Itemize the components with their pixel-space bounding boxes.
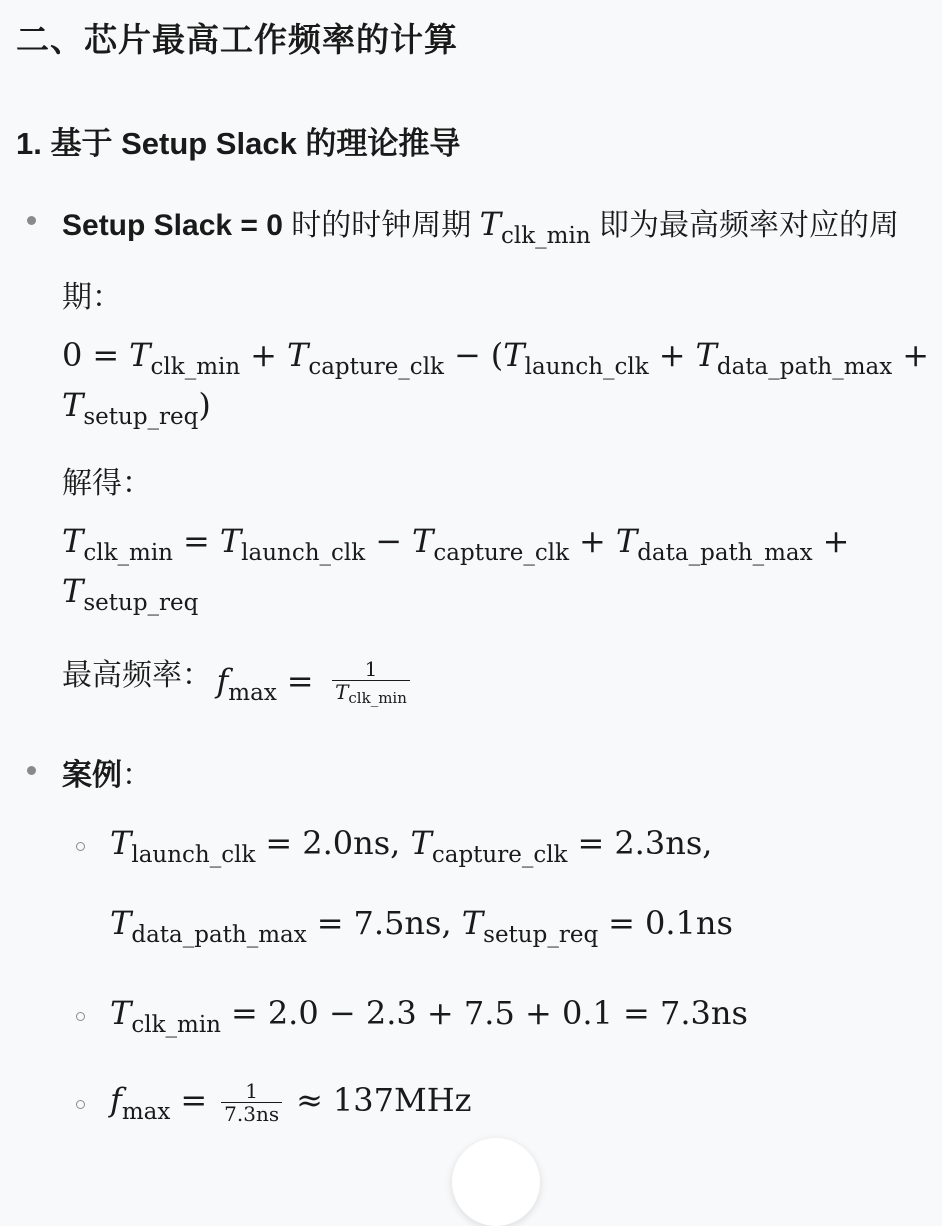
- fmax-fraction: $\frac{1}{T_{clk\_min}}$: [332, 658, 410, 703]
- sub-bullet: [76, 842, 85, 851]
- setup-slack-label: Setup Slack = 0: [62, 209, 283, 242]
- solve-label: 解得：: [62, 467, 152, 500]
- tclk-calculation: $T_{clk\_min} = 2.0 - 2.3 + 7.5 + 0.1 = 7.3ns$: [110, 994, 748, 1038]
- bullet1-text-b: 即为最高频率对应的周: [598, 209, 899, 242]
- bullet1-text-a: 时的时钟周期: [291, 209, 472, 242]
- tclk-min-math: $T_{clk\_min}$: [479, 205, 591, 249]
- subsection-title: 1. 基于 Setup Slack 的理论推导: [16, 126, 461, 161]
- bullet-dot: [27, 766, 36, 775]
- bullet1-cont: 期：: [62, 281, 122, 314]
- tclk-equation-line2: $T_{setup\_req}$: [62, 572, 199, 616]
- fmax-formula: 最高频率： $f_{max}$ = $\frac{1}{T_{clk\_min}}$: [62, 650, 414, 703]
- floating-action-button[interactable]: [452, 1138, 540, 1226]
- tclk-equation-line1: $T_{clk\_min} = T_{launch\_clk} - T_{capture\_clk} + T_{data\_path\_max}$ +: [62, 522, 850, 566]
- slack-equation-line1: $0 = T_{clk\_min} + T_{capture\_clk} - (T_{launch\_clk} + T_{data\_path\_max}$ +: [62, 336, 930, 380]
- result-fraction: $\frac{1}{7.3ns}$: [221, 1080, 282, 1125]
- fmax-result: $f_{max}$ = $\frac{1}{7.3ns}$ ≈ 137MHz: [110, 1079, 472, 1126]
- section-title: 二、芯片最高工作频率的计算: [16, 21, 458, 58]
- case-heading: 案例：: [62, 759, 152, 792]
- fmax-label: 最高频率：: [62, 659, 212, 692]
- case-values-line2: $T_{data\_path\_max} = 7.5ns$, $T_{setup\_req} = 0.1ns$: [110, 904, 733, 948]
- bullet-dot: [27, 216, 36, 225]
- slack-equation-line2: $T_{setup\_req}$): [62, 386, 211, 430]
- case-values-line1: $T_{launch\_clk} = 2.0ns$, $T_{capture\_clk} = 2.3ns$,: [110, 824, 713, 868]
- sub-bullet: [76, 1100, 85, 1109]
- bullet1-line1: [62, 200, 899, 249]
- sub-bullet: [76, 1012, 85, 1021]
